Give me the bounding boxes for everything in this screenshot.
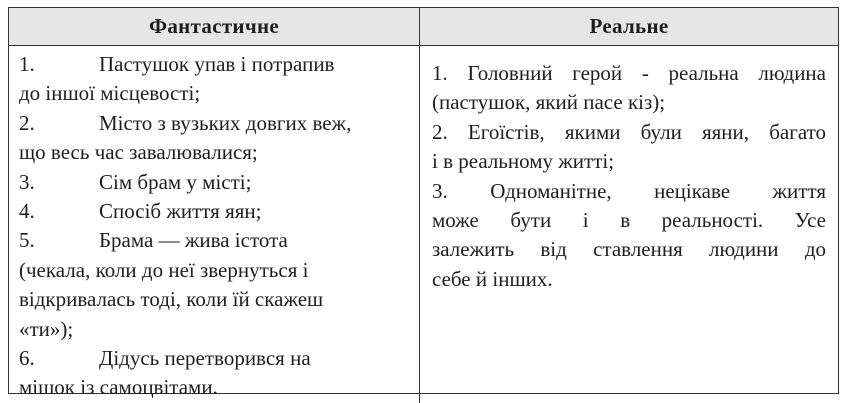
fantastic-item-number: 3. bbox=[19, 169, 35, 194]
fantastic-item-line: «ти»); bbox=[19, 316, 74, 341]
fantastic-item bbox=[19, 197, 409, 226]
fantastic-item-line bbox=[19, 344, 409, 373]
fantastic-item-line bbox=[19, 226, 409, 255]
real-item-line: 1. Головний герой - реальна людина bbox=[432, 61, 826, 85]
fantastic-cell bbox=[9, 46, 420, 403]
fantastic-item-text: Сім брам у місті; bbox=[99, 169, 252, 194]
real-item-line: себе й інших. bbox=[432, 266, 553, 291]
fantastic-item-line bbox=[19, 168, 409, 197]
fantastic-item-line bbox=[19, 197, 409, 226]
fantastic-item-number: 4. bbox=[19, 199, 35, 224]
real-item bbox=[432, 177, 826, 295]
header-fantastic: Фантастичне bbox=[9, 8, 420, 46]
fantastic-item bbox=[19, 50, 409, 109]
fantastic-item-line: відкривалась тоді, коли їй скажеш bbox=[19, 287, 324, 312]
fantastic-item-line: до іншої місцевості; bbox=[19, 81, 201, 106]
fantastic-item-number: 5. bbox=[19, 228, 35, 253]
fantastic-item bbox=[19, 226, 409, 344]
comparison-table bbox=[8, 7, 839, 400]
fantastic-item-text: Місто з вузьких довгих веж, bbox=[99, 110, 352, 135]
fantastic-item-number: 1. bbox=[19, 52, 35, 76]
fantastic-item-line bbox=[19, 109, 409, 138]
real-item-line: залежить від ставлення людини до bbox=[432, 237, 826, 262]
real-item-line: може бути і в реальності. Усе bbox=[432, 208, 826, 233]
fantastic-item-number: 2. bbox=[19, 110, 35, 135]
real-item-line: 2. Егоїстів, якими були яяни, багато bbox=[432, 119, 826, 144]
header-real: Реальне bbox=[420, 8, 838, 46]
fantastic-item-line: що весь час завалювалися; bbox=[19, 140, 258, 165]
real-item bbox=[432, 59, 826, 118]
fantastic-item-number: 6. bbox=[19, 346, 35, 371]
fantastic-item-line: мішок із самоцвітами. bbox=[19, 375, 218, 400]
fantastic-item-line bbox=[19, 50, 409, 79]
fantastic-item bbox=[19, 168, 409, 197]
fantastic-item-text: Брама — жива істота bbox=[99, 228, 288, 253]
fantastic-item-text: Дідусь перетворився на bbox=[99, 346, 311, 371]
real-item-line: (пастушок, який пасе кіз); bbox=[432, 90, 666, 115]
real-item-line: і в реальному житті; bbox=[432, 149, 615, 174]
fantastic-item-line: (чекала, коли до неї звернуться і bbox=[19, 257, 309, 282]
fantastic-item-text: Спосіб життя яян; bbox=[99, 199, 262, 224]
fantastic-item bbox=[19, 109, 409, 168]
real-item bbox=[432, 118, 826, 177]
fantastic-item bbox=[19, 344, 409, 403]
real-item-line: 3. Одноманітне, нецікаве життя bbox=[432, 178, 826, 203]
fantastic-item-text: Пастушок упав і потрапив bbox=[99, 52, 335, 76]
real-cell bbox=[420, 46, 838, 403]
